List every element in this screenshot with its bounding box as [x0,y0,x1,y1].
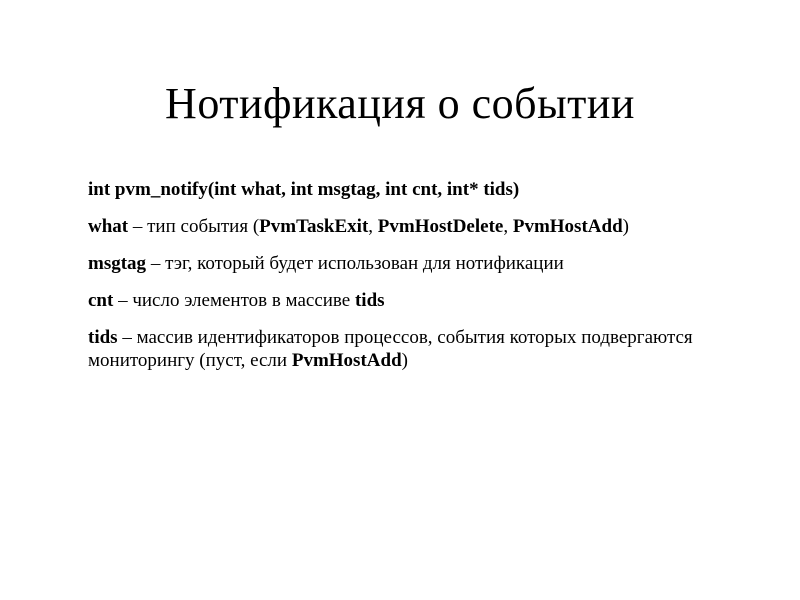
param-cnt-ref: tids [354,290,385,311]
param-tids-ref: PvmHostAdd [291,350,402,371]
param-msgtag-desc: – тэг, который будет использован для нотификации [146,253,564,274]
function-signature: int pvm_notify(int what, int msgtag, int cnt, int* tids) [88,179,520,200]
constant-pvmhostadd: PvmHostAdd [512,216,623,237]
param-what [88,215,738,238]
param-tids-suffix: ) [401,350,408,371]
param-tids [88,326,738,372]
param-cnt-term: cnt [88,290,114,311]
param-tids-term: tids [88,327,118,348]
param-what-desc-suffix: ) [622,216,629,237]
param-what-desc-prefix: – тип события ( [128,216,260,237]
constant-pvmtaskexit: PvmTaskExit [259,216,369,237]
separator: , [368,216,378,237]
param-what-term: what [88,216,129,237]
slide-title: Нотификация о событии [165,79,635,128]
param-tids-desc: – массив идентификаторов процессов, события которых подвергаются мониторингу (пуст, если [88,327,693,371]
slide-body [88,178,738,386]
separator: , [503,216,513,237]
param-msgtag-term: msgtag [88,253,147,274]
param-cnt-desc: – число элементов в массиве [113,290,355,311]
constant-pvmhostdelete: PvmHostDelete [377,216,504,237]
param-msgtag [88,252,738,275]
param-cnt [88,289,738,312]
